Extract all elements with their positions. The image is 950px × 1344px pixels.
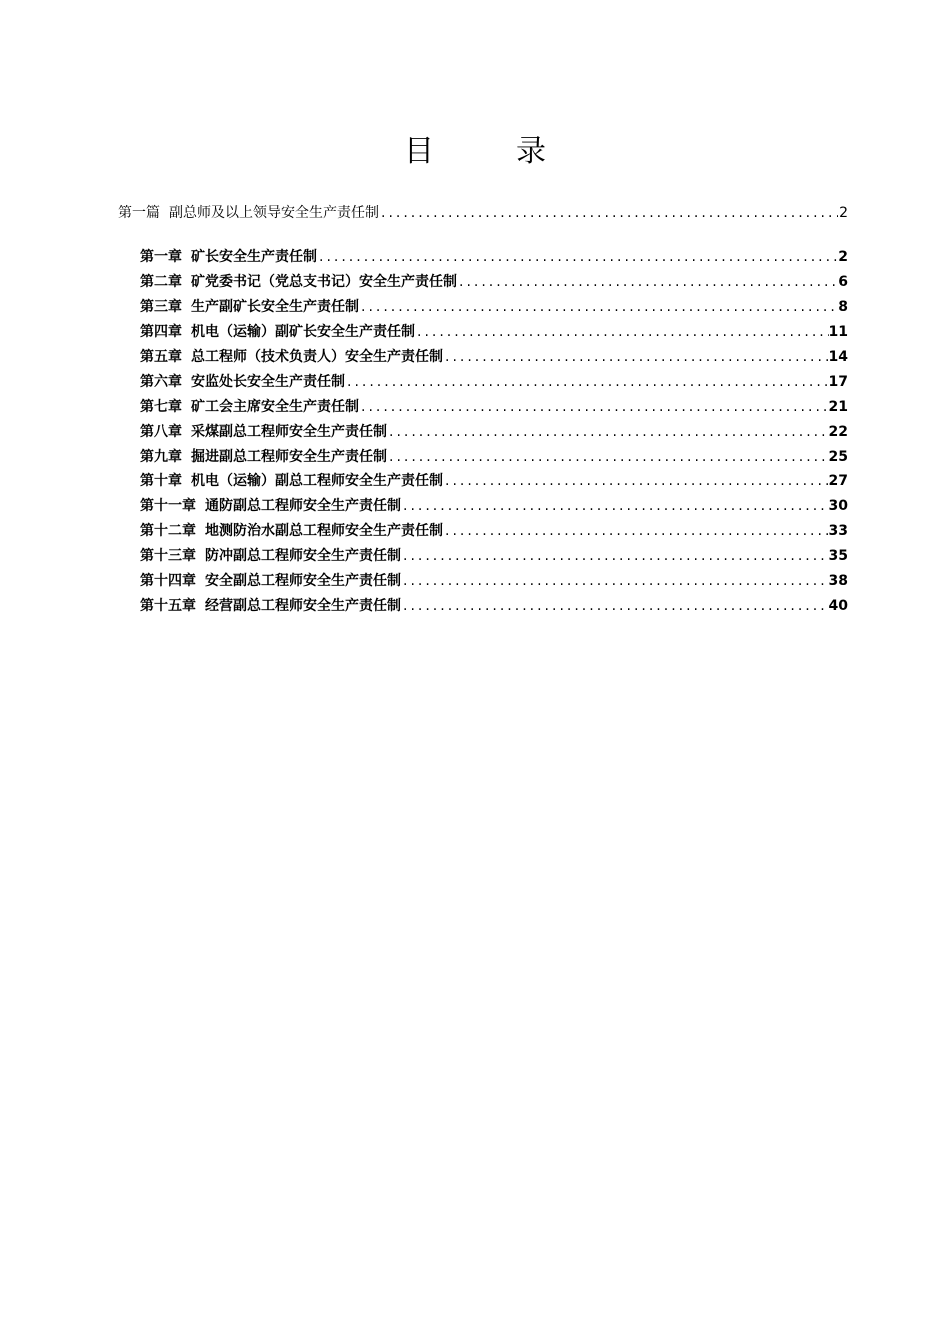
toc-page-number: 21: [828, 399, 848, 415]
toc-part-title: 副总师及以上领导安全生产责任制: [169, 205, 379, 221]
toc-leader-dots: [401, 571, 829, 591]
toc-chapter-number: 第五章: [140, 349, 182, 365]
toc-page-number: 33: [828, 523, 848, 539]
toc-chapter-number: 第三章: [140, 299, 182, 315]
toc-chapter-entry[interactable]: [140, 596, 848, 616]
toc-page-number: 27: [828, 473, 848, 489]
toc-page-number: 35: [828, 548, 848, 564]
toc-chapter-number: 第十章: [140, 473, 182, 489]
toc-page-number: 40: [828, 598, 848, 614]
toc-page-number: 22: [828, 424, 848, 440]
toc-entry-label: [140, 596, 401, 616]
toc-chapter-number: 第十二章: [140, 523, 196, 539]
toc-leader-dots: [415, 322, 829, 342]
toc-entry-label: [140, 422, 387, 442]
toc-entry-label: [140, 322, 415, 342]
toc-chapter-entry[interactable]: [140, 322, 848, 342]
toc-chapter-number: 第七章: [140, 399, 182, 415]
toc-leader-dots: [359, 297, 838, 317]
toc-chapter-entry[interactable]: [140, 347, 848, 367]
toc-page-number: 6: [838, 274, 848, 290]
toc-chapter-entry[interactable]: [140, 447, 848, 467]
toc-chapter-number: 第十五章: [140, 598, 196, 614]
toc-page-number: 17: [828, 374, 848, 390]
toc-chapter-number: 第十一章: [140, 498, 196, 514]
toc-page-number: 2: [839, 205, 848, 221]
toc-leader-dots: [387, 422, 829, 442]
toc-leader-dots: [401, 496, 829, 516]
toc-chapter-title: 通防副总工程师安全生产责任制: [205, 498, 401, 514]
toc-entry-label: [140, 471, 443, 491]
toc-entry-label: [118, 203, 379, 223]
toc-chapter-number: 第八章: [140, 424, 182, 440]
toc-chapter-entry[interactable]: [140, 571, 848, 591]
toc-page-number: 14: [828, 349, 848, 365]
toc-chapter-title: 采煤副总工程师安全生产责任制: [191, 424, 387, 440]
toc-leader-dots: [457, 272, 838, 292]
toc-leader-dots: [401, 546, 829, 566]
toc-chapter-entry[interactable]: [140, 471, 848, 491]
toc-chapter-number: 第六章: [140, 374, 182, 390]
toc-chapter-title: 地测防治水副总工程师安全生产责任制: [205, 523, 443, 539]
toc-entry-label: [140, 571, 401, 591]
toc-leader-dots: [443, 471, 829, 491]
toc-part-number: 第一篇: [118, 205, 160, 221]
toc-chapter-number: 第十三章: [140, 548, 196, 564]
toc-chapter-number: 第一章: [140, 249, 182, 265]
toc-part-entry[interactable]: [118, 203, 848, 223]
toc-chapter-title: 安全副总工程师安全生产责任制: [205, 573, 401, 589]
toc-chapter-title: 矿长安全生产责任制: [191, 249, 317, 265]
toc-chapter-entry[interactable]: [140, 546, 848, 566]
toc-chapter-title: 矿党委书记（党总支书记）安全生产责任制: [191, 274, 457, 290]
toc-entry-label: [140, 372, 345, 392]
toc-entry-label: [140, 496, 401, 516]
toc-entry-label: [140, 347, 443, 367]
toc-chapter-title: 机电（运输）副总工程师安全生产责任制: [191, 473, 443, 489]
toc-page-number: 8: [838, 299, 848, 315]
toc-leader-dots: [401, 596, 829, 616]
toc-entry-label: [140, 447, 387, 467]
toc-leader-dots: [317, 247, 838, 267]
toc-leader-dots: [443, 347, 829, 367]
toc-entry-label: [140, 397, 359, 417]
toc-page-number: 11: [828, 324, 848, 340]
toc-chapter-entry[interactable]: [140, 372, 848, 392]
toc-page-number: 25: [828, 449, 848, 465]
toc-entry-label: [140, 297, 359, 317]
toc-chapter-entry[interactable]: [140, 422, 848, 442]
toc-page-number: 38: [828, 573, 848, 589]
toc-chapter-number: 第四章: [140, 324, 182, 340]
toc-chapter-entry[interactable]: [140, 297, 848, 317]
toc-entry-label: [140, 272, 457, 292]
toc-entry-label: [140, 546, 401, 566]
toc-chapter-entry[interactable]: [140, 397, 848, 417]
toc-chapter-title: 经营副总工程师安全生产责任制: [205, 598, 401, 614]
toc-chapter-entry[interactable]: [140, 272, 848, 292]
toc-title-char-1: 目: [404, 134, 434, 169]
toc-chapter-title: 机电（运输）副矿长安全生产责任制: [191, 324, 415, 340]
toc-leader-dots: [443, 521, 829, 541]
toc-chapter-title: 生产副矿长安全生产责任制: [191, 299, 359, 315]
toc-entry-label: [140, 521, 443, 541]
toc-leader-dots: [359, 397, 829, 417]
toc-title-char-2: 录: [516, 134, 546, 169]
toc-chapter-title: 防冲副总工程师安全生产责任制: [205, 548, 401, 564]
toc-leader-dots: [387, 447, 829, 467]
toc-page-number: 2: [838, 249, 848, 265]
toc-chapter-number: 第九章: [140, 449, 182, 465]
toc-chapter-title: 总工程师（技术负责人）安全生产责任制: [191, 349, 443, 365]
toc-chapter-title: 安监处长安全生产责任制: [191, 374, 345, 390]
toc-title: [0, 133, 950, 171]
toc-chapter-title: 矿工会主席安全生产责任制: [191, 399, 359, 415]
toc-chapter-title: 掘进副总工程师安全生产责任制: [191, 449, 387, 465]
toc-chapter-entry[interactable]: [140, 521, 848, 541]
toc-leader-dots: [345, 372, 829, 392]
toc-leader-dots: [379, 203, 838, 223]
toc-page-number: 30: [828, 498, 848, 514]
toc-entry-label: [140, 247, 317, 267]
toc-chapter-number: 第二章: [140, 274, 182, 290]
toc-chapter-entry[interactable]: [140, 496, 848, 516]
toc-chapter-entry[interactable]: [140, 247, 848, 267]
toc-chapter-number: 第十四章: [140, 573, 196, 589]
